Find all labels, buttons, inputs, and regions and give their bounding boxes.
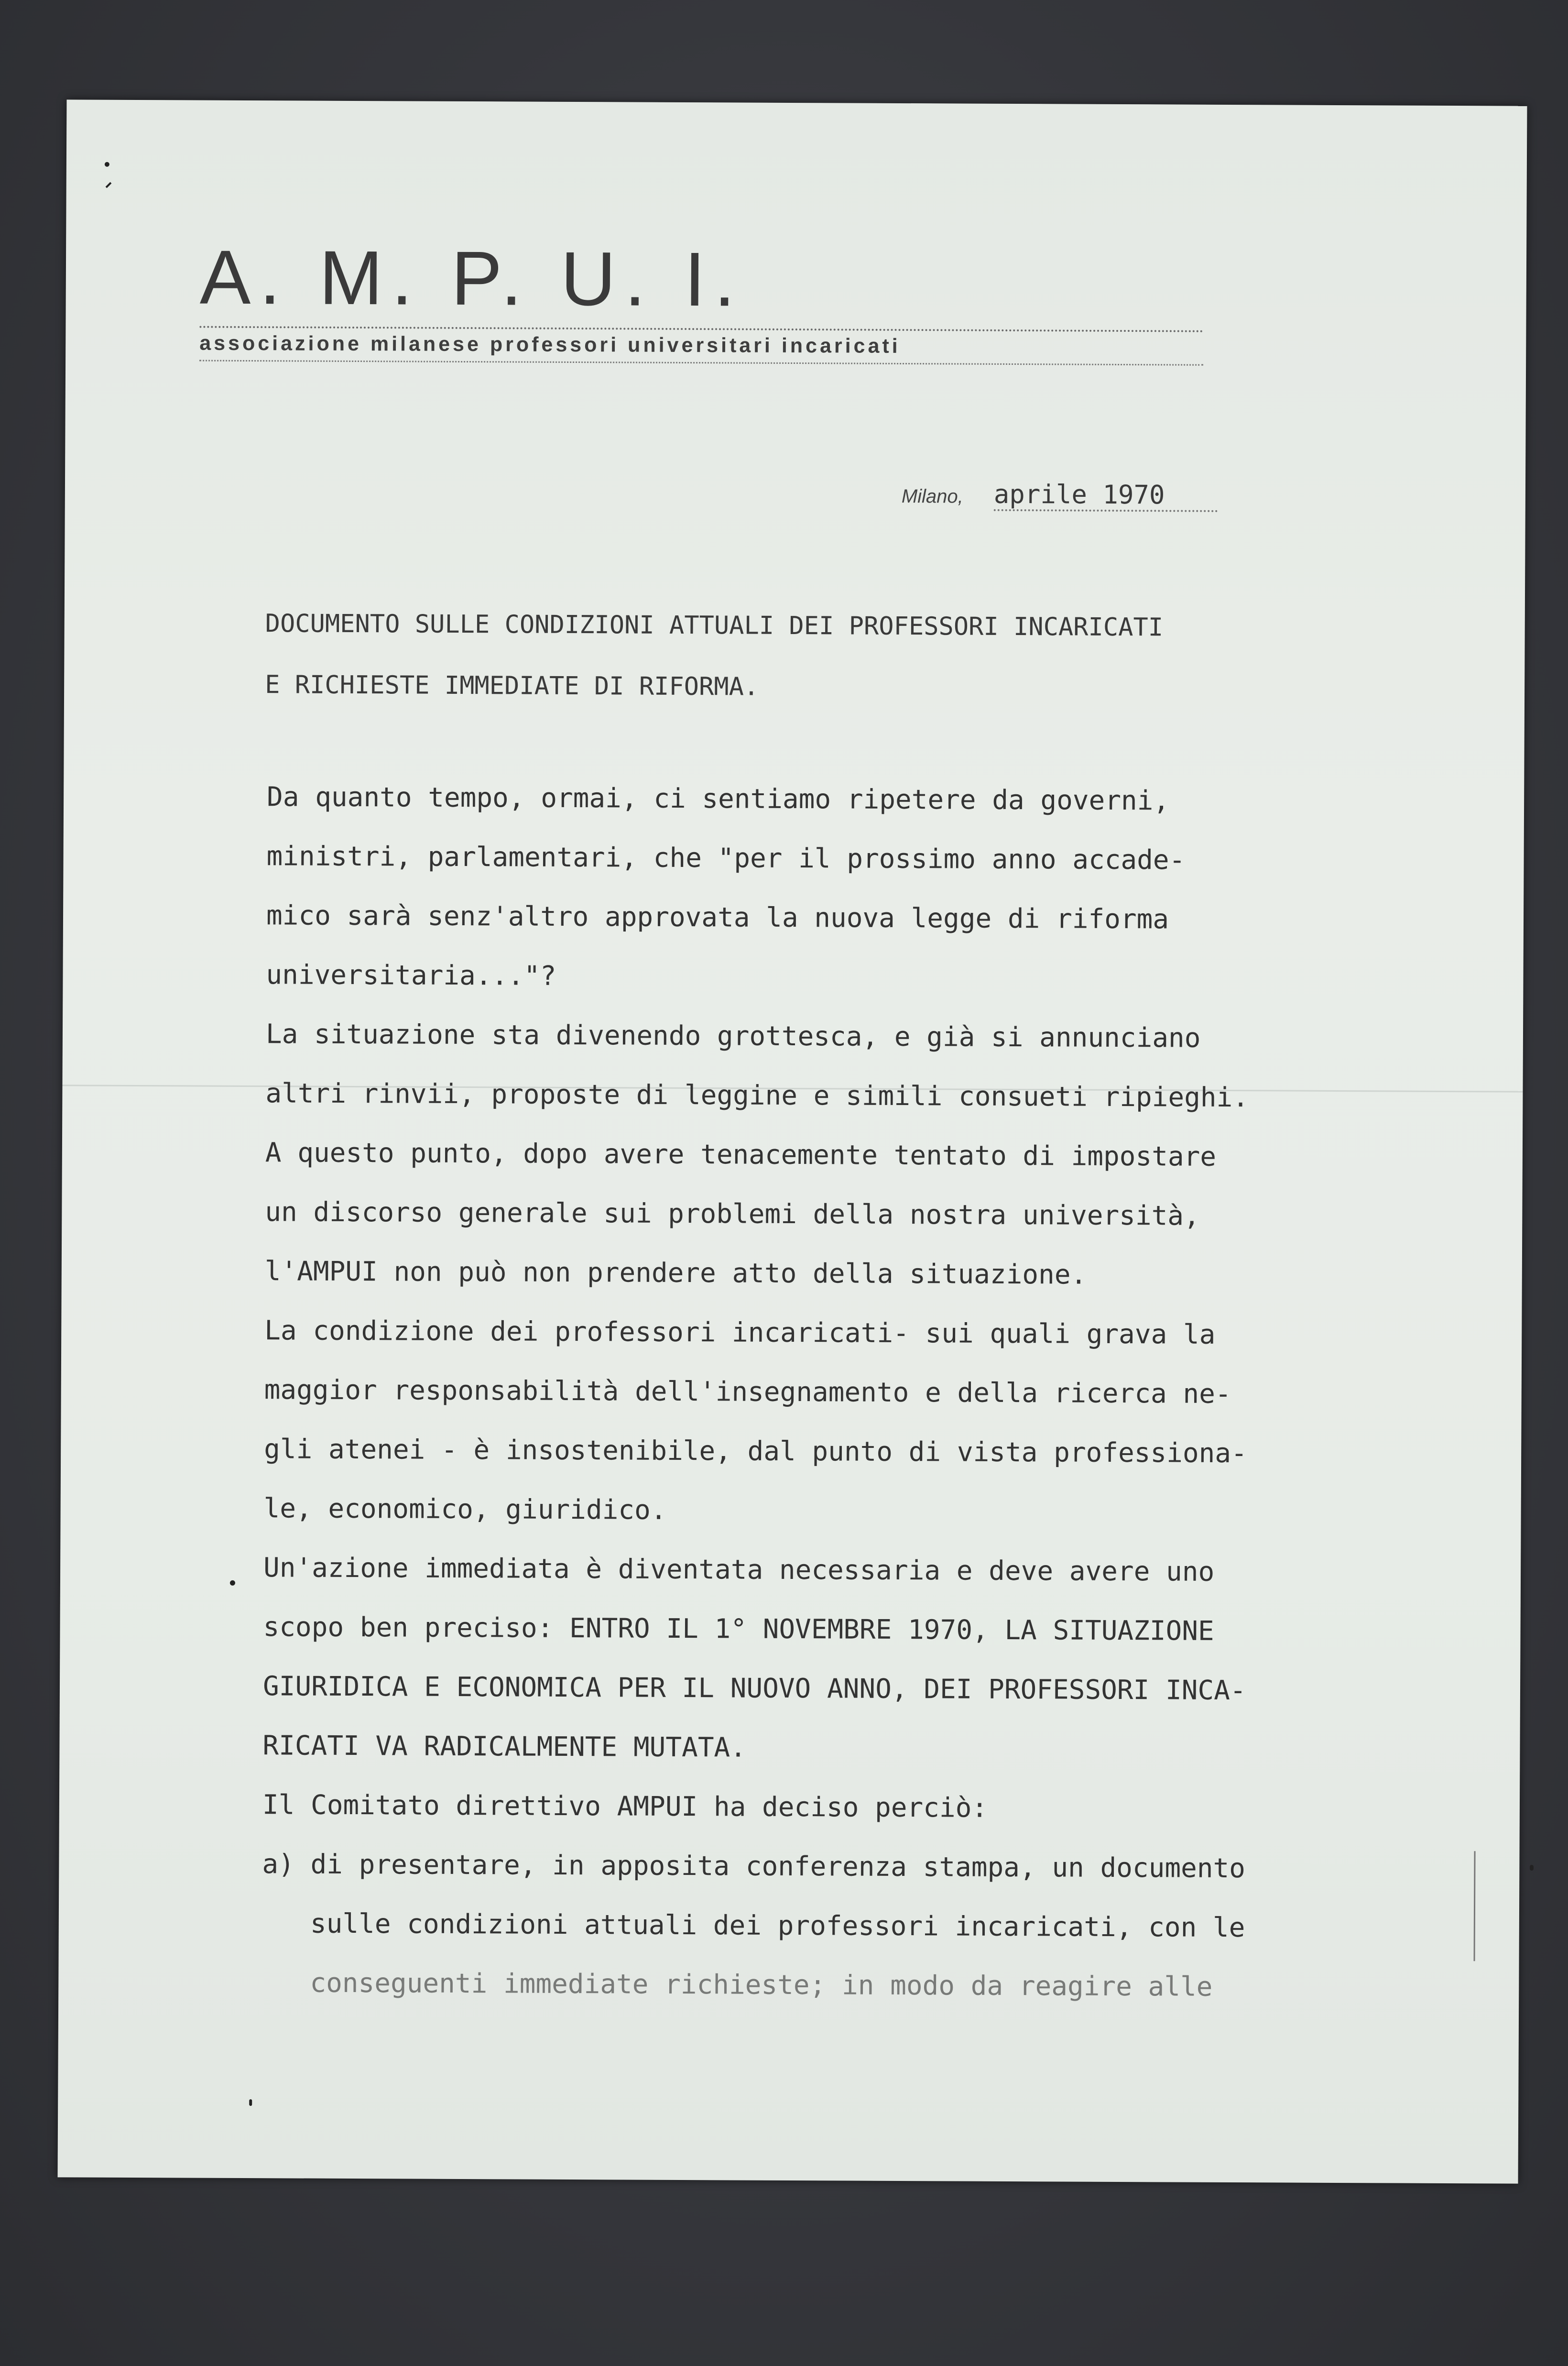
body-line: RICATI VA RADICALMENTE MUTATA.: [262, 1730, 747, 1764]
ink-speck: [105, 162, 109, 167]
body-line: le, economico, giuridico.: [263, 1493, 667, 1526]
letterhead-rule-top: [199, 326, 1203, 332]
document-page: [58, 99, 1527, 2183]
body-line: maggior responsabilità dell'insegnamento e della ricerca ne-: [264, 1374, 1231, 1410]
dateline-city: Milano,: [901, 485, 963, 507]
body-line: Un'azione immediata è diventata necessaria e deve avere uno: [263, 1552, 1215, 1588]
body-line: gli atenei - è insostenibile, dal punto di vista professiona-: [264, 1434, 1247, 1469]
body-line: sulle condizioni attuali dei professori incaricati, con le: [261, 1908, 1245, 1944]
title-line: E RICHIESTE IMMEDIATE DI RIFORMA.: [265, 670, 759, 701]
body-line: Da quanto tempo, ormai, ci sentiamo ripetere da governi,: [266, 781, 1170, 817]
ink-speck: [230, 1580, 235, 1586]
body-line: GIURIDICA E ECONOMICA PER IL NUOVO ANNO, DEI PROFESSORI INCA-: [262, 1671, 1246, 1707]
ink-speck: [249, 2099, 252, 2106]
organization-tagline: associazione milanese professori universitari incaricati: [199, 331, 901, 358]
body-line: conseguenti immediate richieste; in modo da reagire alle: [261, 1967, 1213, 2003]
body-line: l'AMPUI non può non prendere atto della situazione.: [264, 1256, 1087, 1291]
ink-speck: [1530, 1865, 1534, 1871]
body-line: universitaria..."?: [266, 959, 556, 992]
body-line: ministri, parlamentari, che "per il prossimo anno accade-: [266, 841, 1186, 876]
body-line: A questo punto, dopo avere tenacemente tentato di impostare: [265, 1137, 1217, 1172]
body-line: La situazione sta divenendo grottesca, e già si annunciano: [265, 1019, 1201, 1054]
body-line: La condizione dei professori incaricati- sui quali grava la: [264, 1315, 1216, 1350]
letterhead-rule-bottom: [199, 360, 1203, 366]
body-line: a) di presentare, in apposita conferenza stampa, un documento: [262, 1849, 1246, 1884]
body-line: altri rinvii, proposte di leggine e simili consueti ripieghi.: [265, 1078, 1249, 1114]
body-line: scopo ben preciso: ENTRO IL 1° NOVEMBRE 1970, LA SITUAZIONE: [263, 1611, 1214, 1647]
document-title: [265, 593, 1508, 721]
body-line: un discorso generale sui problemi della nostra università,: [265, 1196, 1200, 1232]
document-body: [261, 767, 1557, 2018]
organization-logo: A. M. P. U. I.: [199, 234, 744, 322]
dateline: [902, 479, 1218, 512]
letterhead: [199, 234, 1252, 366]
dateline-date: aprile 1970: [994, 479, 1218, 512]
title-line: DOCUMENTO SULLE CONDIZIONI ATTUALI DEI PROFESSORI INCARICATI: [265, 609, 1164, 642]
body-line: Il Comitato direttivo AMPUI ha deciso perciò:: [262, 1789, 988, 1824]
body-line: mico sarà senz'altro approvata la nuova legge di riforma: [266, 900, 1169, 935]
